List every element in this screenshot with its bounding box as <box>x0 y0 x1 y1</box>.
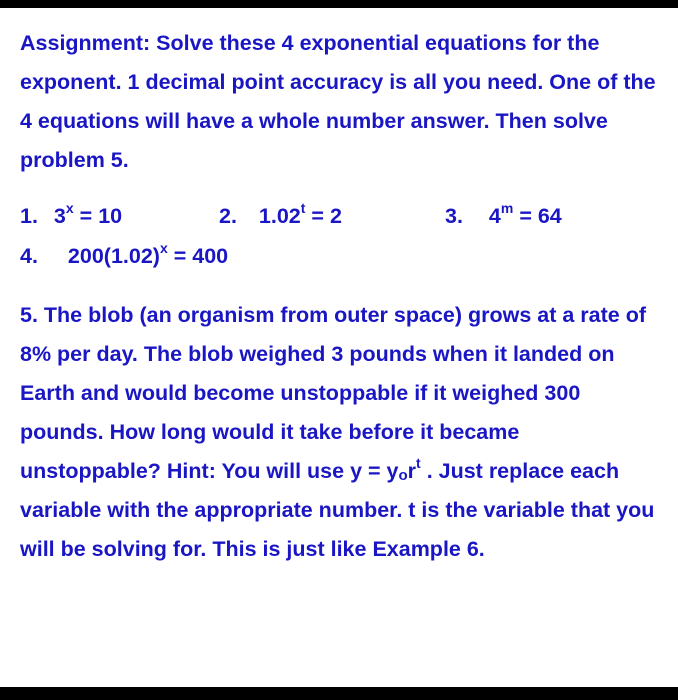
equation-3 <box>445 196 562 236</box>
equation-rest: = 10 <box>73 204 123 228</box>
equation-row-1 <box>20 196 665 236</box>
equation-rest: = 64 <box>513 204 562 228</box>
equation-exponent: x <box>65 200 74 216</box>
equation-rest: = 2 <box>305 204 342 228</box>
equation-row-2 <box>20 236 665 276</box>
problem-5-text <box>20 296 665 569</box>
worksheet-content <box>20 24 665 569</box>
equation-base: 4 <box>488 204 501 228</box>
equation-rest: = 400 <box>167 244 229 268</box>
formula-y: y <box>386 459 399 483</box>
top-border-bar <box>0 0 678 8</box>
formula-r: r <box>407 459 417 483</box>
equation-1 <box>20 196 122 236</box>
spacer <box>20 276 665 296</box>
equation-number: 3. <box>445 204 463 228</box>
equation-2 <box>219 196 342 236</box>
formula-subscript: o <box>398 467 408 484</box>
formula-superscript: t <box>416 455 421 471</box>
equation-4 <box>20 236 228 276</box>
equation-base: 200(1.02) <box>67 244 160 268</box>
equation-exponent: t <box>300 200 306 216</box>
problem-5-intro: 5. The blob (an organism from outer space) grows at a rate of 8% per day. The blob weighed 3 pounds when it landed on Earth and would become unstoppable if it weighed 300 pounds. How long would it take before it became unstoppable? Hint: You will use y = <box>20 303 646 483</box>
spacer <box>20 180 665 196</box>
assignment-instructions: Assignment: Solve these 4 exponential equations for the exponent. 1 decimal point accuracy is all you need. One of the 4 equations will have a whole number answer. Then solve problem 5. <box>20 31 656 172</box>
equation-exponent: m <box>500 200 514 216</box>
equation-base: 1.02 <box>258 204 301 228</box>
equation-number: 4. <box>20 244 38 268</box>
bottom-border-bar <box>0 687 678 700</box>
equation-number: 2. <box>219 204 237 228</box>
equation-base: 3 <box>53 204 66 228</box>
equation-exponent: x <box>159 240 168 256</box>
problem-5-rest: . Just replace each variable with the appropriate number. t is the variable that you will be solving for. This is just like Example 6. <box>20 459 655 561</box>
equation-number: 1. <box>20 204 38 228</box>
